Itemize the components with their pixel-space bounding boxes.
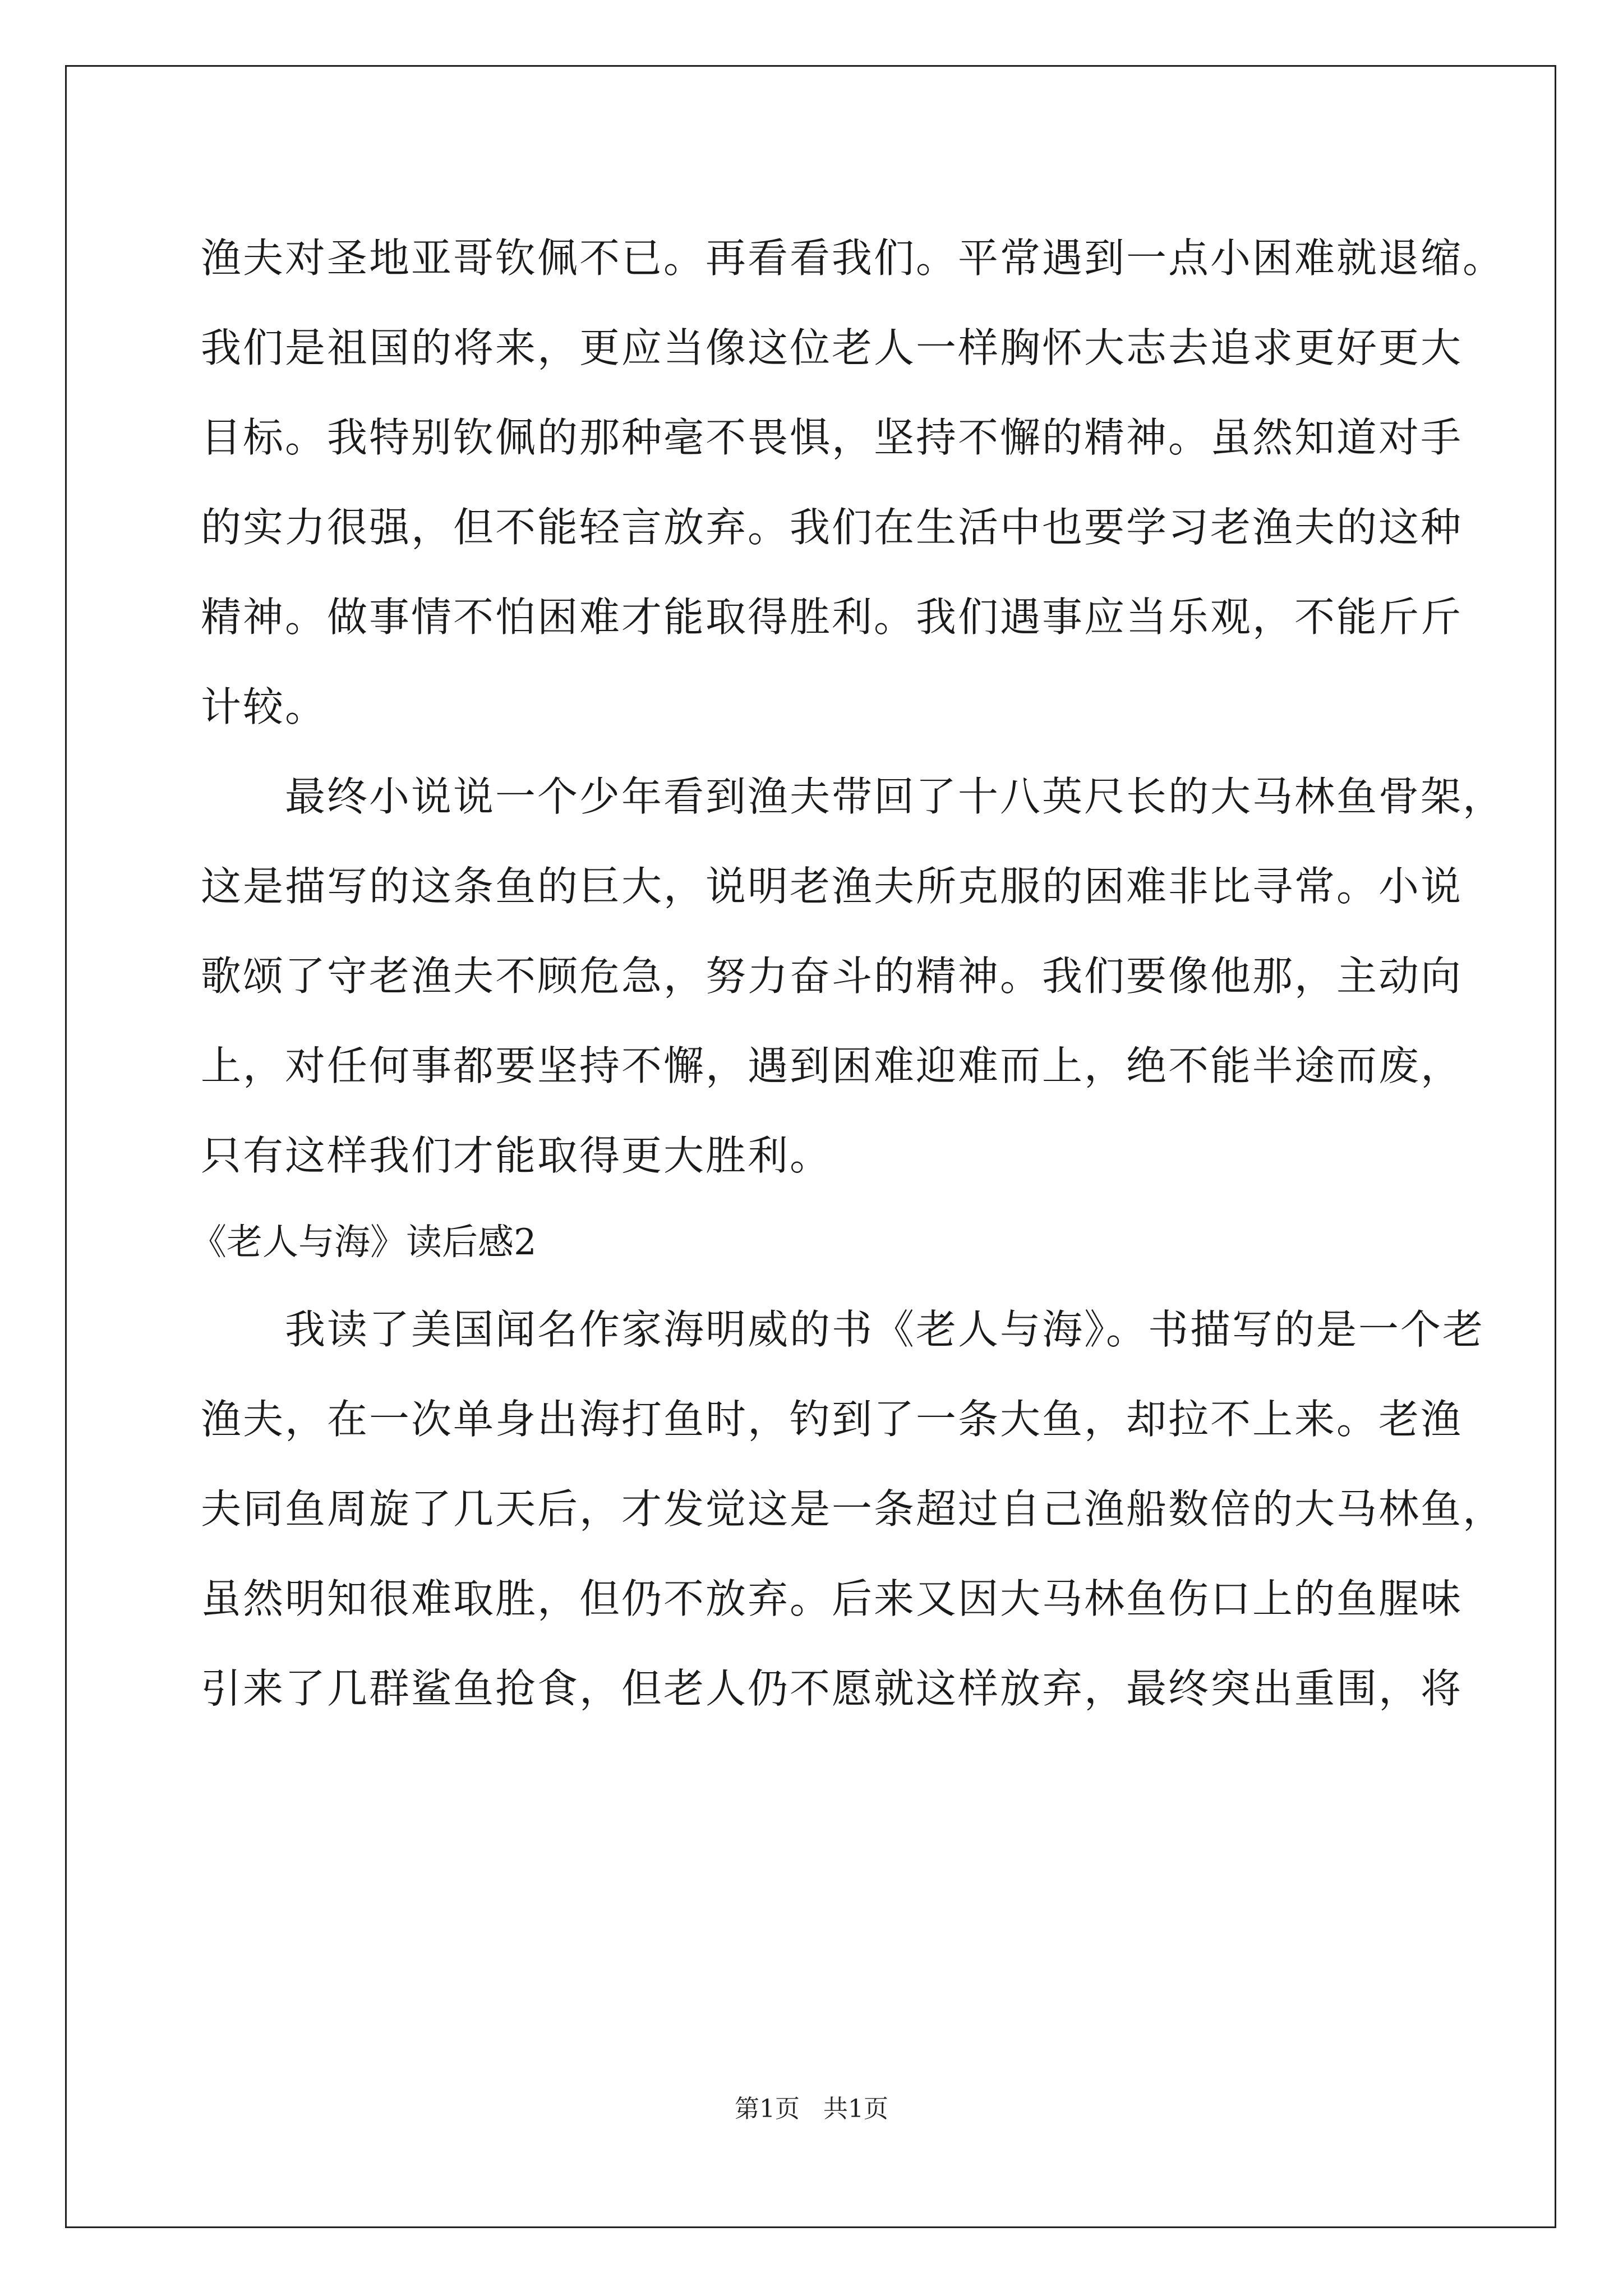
text-line: 歌颂了守老渔夫不顾危急，努力奋斗的精神。我们要像他那，主动向 [201, 953, 1463, 1000]
paragraph [201, 1285, 1505, 1733]
paragraph [201, 213, 1505, 752]
text-line: 上，对任何事都要坚持不懈，遇到困难迎难而上，绝不能半途而废， [201, 1042, 1463, 1089]
text-line: 的实力很强，但不能轻言放弃。我们在生活中也要学习老渔夫的这种 [201, 504, 1463, 551]
page-total: 共1页 [823, 2095, 888, 2123]
text-line: 虽然明知很难取胜，但仍不放弃。后来又因大马林鱼伤口上的鱼腥味 [201, 1575, 1463, 1622]
text-line: 我读了美国闻名作家海明威的书《老人与海》。书描写的是一个老 [285, 1306, 1485, 1353]
text-line: 夫同鱼周旋了几天后，才发觉这是一条超过自己渔船数倍的大马林鱼， [201, 1485, 1505, 1533]
page-number: 第1页 [735, 2095, 800, 2123]
text-line: 计较。 [201, 683, 328, 730]
text-line: 最终小说说一个少年看到渔夫带回了十八英尺长的大马林鱼骨架， [285, 773, 1505, 820]
text-line: 目标。我特别钦佩的那种毫不畏惧，坚持不懈的精神。虽然知道对手 [201, 414, 1463, 461]
document-body [191, 213, 1505, 1733]
text-line: 只有这样我们才能取得更大胜利。 [201, 1132, 832, 1179]
text-line: 这是描写的这条鱼的巨大，说明老渔夫所克服的困难非比寻常。小说 [201, 863, 1463, 910]
section-heading: 《老人与海》读后感2 [191, 1222, 537, 1263]
text-line: 精神。做事情不怕困难才能取得胜利。我们遇事应当乐观，不能斤斤 [201, 593, 1463, 641]
page-footer [0, 2092, 1623, 2126]
text-line: 渔夫，在一次单身出海打鱼时，钓到了一条大鱼，却拉不上来。老渔 [201, 1396, 1463, 1443]
text-line: 渔夫对圣地亚哥钦佩不已。再看看我们。平常遇到一点小困难就退缩。 [201, 234, 1505, 282]
text-line: 我们是祖国的将来，更应当像这位老人一样胸怀大志去追求更好更大 [201, 324, 1463, 371]
text-line: 引来了几群鲨鱼抢食，但老人仍不愿就这样放弃，最终突出重围，将 [201, 1665, 1463, 1712]
paragraph [201, 752, 1505, 1200]
